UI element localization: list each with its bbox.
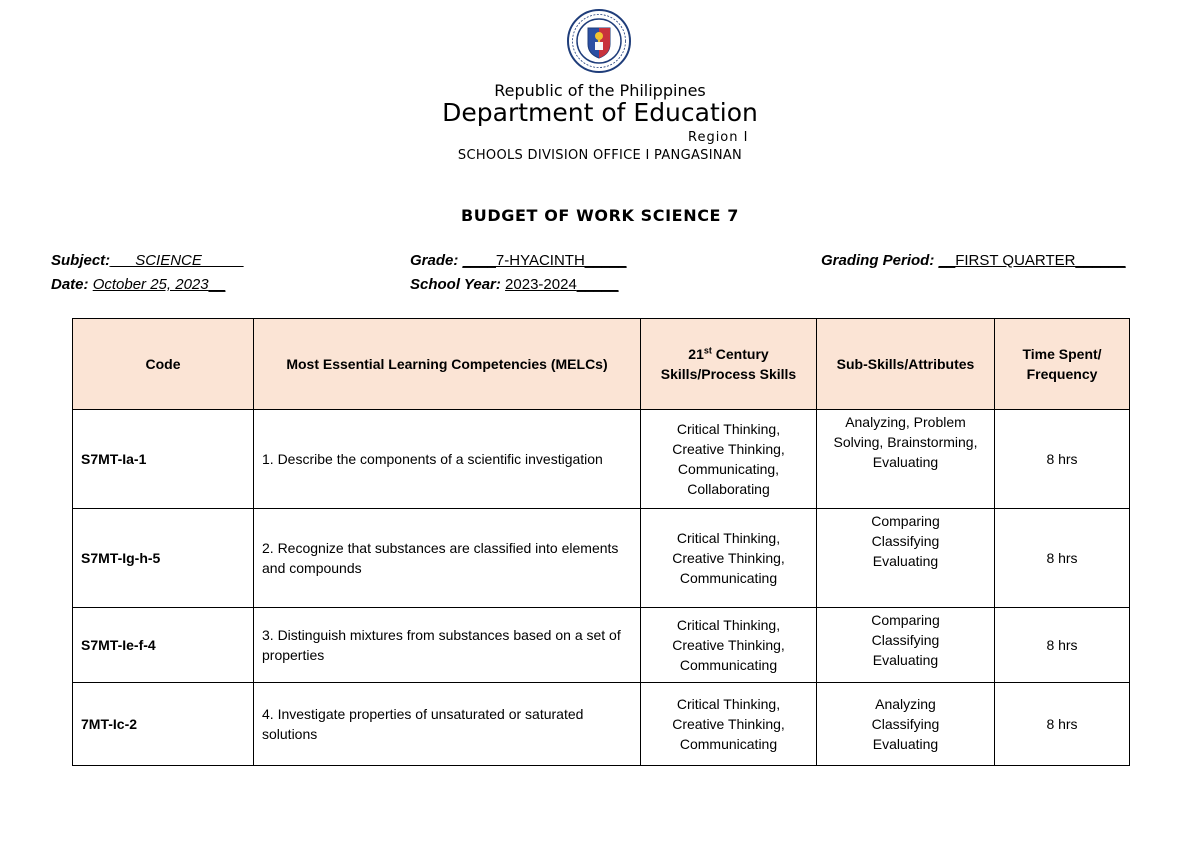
skill-line: Critical Thinking, <box>676 530 781 546</box>
row-sub-skills <box>817 410 995 509</box>
sub-skill-line: Solving, Brainstorming, <box>833 434 978 450</box>
skill-line: Communicating <box>679 570 778 586</box>
document-title: BUDGET OF WORK SCIENCE 7 <box>461 206 739 225</box>
row-melc: 4. Investigate properties of unsaturated or saturated solutions <box>254 683 641 766</box>
sub-skill-line: Comparing <box>871 612 940 628</box>
header-code: Code <box>73 319 254 410</box>
sub-skill-line: Classifying <box>871 716 940 732</box>
date-label: Date: <box>51 276 89 293</box>
date-value: October 25, 2023 <box>92 276 209 293</box>
table-row <box>73 683 1130 766</box>
grading-period-value: __FIRST QUARTER______ <box>938 252 1126 269</box>
header-time-line2: Frequency <box>1026 366 1098 382</box>
row-time: 8 hrs <box>995 509 1130 608</box>
school-year-field <box>410 276 619 293</box>
sub-skill-line: Analyzing, Problem <box>845 414 966 430</box>
school-year-trail: _____ <box>576 276 619 293</box>
skill-line: Critical Thinking, <box>676 696 781 712</box>
header-skills-century: Century <box>711 346 769 362</box>
sub-skill-line: Comparing <box>871 513 940 529</box>
division-heading: SCHOOLS DIVISION OFFICE I PANGASINAN <box>457 148 743 163</box>
row-code: S7MT-Ie-f-4 <box>73 608 254 683</box>
department-heading: Department of Education <box>442 98 758 127</box>
header-skills-number: 21 <box>688 346 704 362</box>
skill-line: Creative Thinking, <box>672 716 785 732</box>
header-time <box>995 319 1130 410</box>
row-sub-skills <box>817 608 995 683</box>
grade-field <box>410 252 627 269</box>
sub-skill-line: Evaluating <box>872 652 939 668</box>
table-row <box>73 509 1130 608</box>
skill-line: Collaborating <box>687 481 770 497</box>
subject-field <box>51 252 244 269</box>
skill-line: Critical Thinking, <box>676 617 781 633</box>
sub-skill-line: Evaluating <box>872 553 939 569</box>
skill-line: Creative Thinking, <box>672 441 785 457</box>
sub-skill-line: Analyzing <box>875 696 936 712</box>
row-skills <box>641 509 817 608</box>
row-melc: 1. Describe the components of a scientific investigation <box>254 410 641 509</box>
table-row <box>73 608 1130 683</box>
school-year-label: School Year: <box>410 276 501 293</box>
sub-skill-line: Evaluating <box>872 736 939 752</box>
region-heading: Region I <box>688 130 749 145</box>
header-melc: Most Essential Learning Competencies (MELCs) <box>254 319 641 410</box>
header-skills-suffix: st <box>703 345 712 356</box>
budget-of-work-table <box>72 318 1130 766</box>
header-sub-skills: Sub-Skills/Attributes <box>817 319 995 410</box>
skill-line: Communicating <box>679 736 778 752</box>
skill-line: Communicating <box>679 657 778 673</box>
grading-period-field <box>821 252 1126 269</box>
row-code: S7MT-Ig-h-5 <box>73 509 254 608</box>
subject-value: ___SCIENCE_____ <box>110 252 244 269</box>
row-code: 7MT-Ic-2 <box>73 683 254 766</box>
table-header-row <box>73 319 1130 410</box>
row-skills <box>641 410 817 509</box>
sub-skill-line: Evaluating <box>872 454 939 470</box>
grading-period-label: Grading Period: <box>821 252 935 269</box>
row-skills <box>641 683 817 766</box>
skill-line: Creative Thinking, <box>672 637 785 653</box>
row-time: 8 hrs <box>995 608 1130 683</box>
grade-value: ____7-HYACINTH_____ <box>462 252 627 269</box>
skill-line: Communicating, <box>677 461 780 477</box>
row-code: S7MT-Ia-1 <box>73 410 254 509</box>
row-melc: 2. Recognize that substances are classified into elements and compounds <box>254 509 641 608</box>
row-sub-skills <box>817 509 995 608</box>
date-field <box>51 276 225 293</box>
header-time-line1: Time Spent/ <box>1022 346 1102 362</box>
skill-line: Critical Thinking, <box>676 421 781 437</box>
sub-skill-line: Classifying <box>871 533 940 549</box>
row-time: 8 hrs <box>995 410 1130 509</box>
row-time: 8 hrs <box>995 683 1130 766</box>
header-skills <box>641 319 817 410</box>
skill-line: Creative Thinking, <box>672 550 785 566</box>
row-sub-skills <box>817 683 995 766</box>
row-skills <box>641 608 817 683</box>
table-row <box>73 410 1130 509</box>
deped-seal-logo <box>566 8 632 74</box>
date-trail: __ <box>208 276 226 293</box>
sub-skill-line: Classifying <box>871 632 940 648</box>
subject-label: Subject: <box>51 252 111 269</box>
grade-label: Grade: <box>410 252 459 269</box>
republic-heading: Republic of the Philippines <box>494 81 706 100</box>
row-melc: 3. Distinguish mixtures from substances based on a set of properties <box>254 608 641 683</box>
header-skills-line2: Skills/Process Skills <box>660 366 797 382</box>
school-year-value: 2023-2024 <box>505 276 577 293</box>
